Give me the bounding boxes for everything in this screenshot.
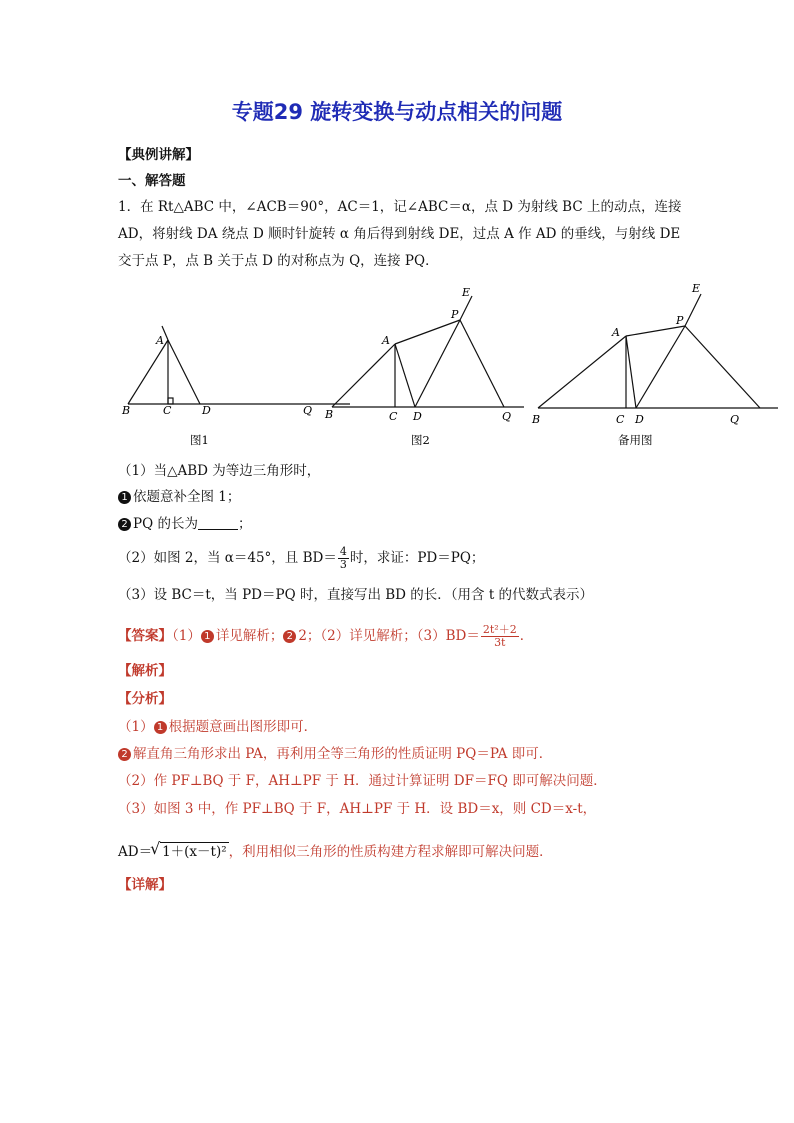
fig2-label-b: B bbox=[325, 408, 334, 421]
fig2-label-a: A bbox=[382, 334, 390, 347]
fig1-label-d: D bbox=[202, 404, 211, 417]
fig1-label-q: Q bbox=[303, 404, 313, 417]
answer-line: 【答案】（1） 1 详见解析； 2 2；（2）详见解析；（3）BD＝ $\frac{\text{2t²＋2}}{3t}$ ． bbox=[118, 623, 534, 649]
page-title: 专题29 旋转变换与动点相关的问题 bbox=[231, 100, 563, 124]
fig3-label-b: B bbox=[532, 413, 541, 426]
section-type-label: 一、解答题 bbox=[118, 173, 186, 189]
fig3-label-q: Q bbox=[730, 413, 740, 426]
figure-2 bbox=[332, 296, 524, 407]
fig3-label-e: E bbox=[692, 282, 701, 295]
fig1-caption: 图1 bbox=[190, 433, 209, 447]
analysis-line-1: （1） 1 根据题意画出图形即可． bbox=[118, 719, 318, 735]
fig2-label-q: Q bbox=[502, 410, 512, 423]
fig2-label-c: C bbox=[389, 410, 398, 423]
question-3: （3）设 BC＝t，当 PD＝PQ 时，直接写出 BD 的长．（用含 t 的代数式表示） bbox=[118, 587, 594, 603]
fig3-caption: 备用图 bbox=[618, 433, 653, 447]
analysis-line-4: （3）如图 3 中，作 PF⊥BQ 于 F，AH⊥PF 于 H．设 BD＝x，则 CD＝x-t， bbox=[118, 801, 597, 817]
fig3-label-p: P bbox=[676, 314, 684, 327]
circled-two-analysis-icon: 2 bbox=[118, 748, 131, 761]
question-1: （1）当△ABD 为等边三角形时， bbox=[118, 463, 321, 479]
question-1-part-2: 2 PQ 的长为 ； bbox=[118, 515, 251, 533]
fig1-label-b: B bbox=[122, 404, 131, 417]
circled-two-red-icon: 2 bbox=[283, 630, 296, 643]
analysis-line-2: 2 解直角三角形求出 PA，再利用全等三角形的性质证明 PQ＝PA 即可． bbox=[118, 745, 552, 763]
fig2-label-d: D bbox=[413, 410, 422, 423]
fig3-label-a: A bbox=[612, 326, 620, 339]
circled-one-red-icon: 1 bbox=[201, 630, 214, 643]
problem-line-2: AD，将射线 DA 绕点 D 顺时针旋转 α 角后得到射线 DE，过点 A 作 AD 的垂线，与射线 DE bbox=[118, 226, 681, 242]
answer-blank bbox=[198, 517, 238, 530]
circled-two-icon: 2 bbox=[118, 518, 131, 531]
analysis-line-5: AD＝√ 1＋(x－t)² ，利用相似三角形的性质构建方程求解即可解决问题． bbox=[118, 842, 553, 861]
jiexi-label: 【解析】 bbox=[118, 663, 172, 679]
question-1-part-1: 1 依题意补全图 1； bbox=[118, 488, 240, 506]
fig1-label-a: A bbox=[156, 334, 164, 347]
problem-line-1: 1．在 Rt△ABC 中，∠ACB＝90°，AC＝1，记∠ABC＝α，点 D 为射线 BC 上的动点，连接 bbox=[118, 199, 682, 215]
question-2: （2）如图 2，当 α＝45°，且 BD＝ $\frac{4}{3}$ 时，求证：PD＝PQ； bbox=[118, 545, 485, 571]
figure-3 bbox=[538, 294, 778, 408]
detail-label: 【详解】 bbox=[118, 877, 172, 893]
fig3-label-c: C bbox=[616, 413, 625, 426]
fig3-label-d: D bbox=[635, 413, 644, 426]
fig2-label-e: E bbox=[462, 286, 471, 299]
fig2-caption: 图2 bbox=[411, 433, 430, 447]
circled-one-icon: 1 bbox=[118, 491, 131, 504]
fig2-label-p: P bbox=[451, 308, 459, 321]
problem-line-3: 交于点 P，点 B 关于点 D 的对称点为 Q，连接 PQ． bbox=[118, 253, 439, 269]
circled-one-analysis-icon: 1 bbox=[154, 721, 167, 734]
section-example-label: 【典例讲解】 bbox=[118, 147, 199, 163]
fenxi-label: 【分析】 bbox=[118, 691, 172, 707]
fig1-label-c: C bbox=[163, 404, 172, 417]
geometry-figures bbox=[110, 280, 790, 455]
analysis-line-3: （2）作 PF⊥BQ 于 F，AH⊥PF 于 H．通过计算证明 DF＝FQ 即可解决问题． bbox=[118, 773, 607, 789]
